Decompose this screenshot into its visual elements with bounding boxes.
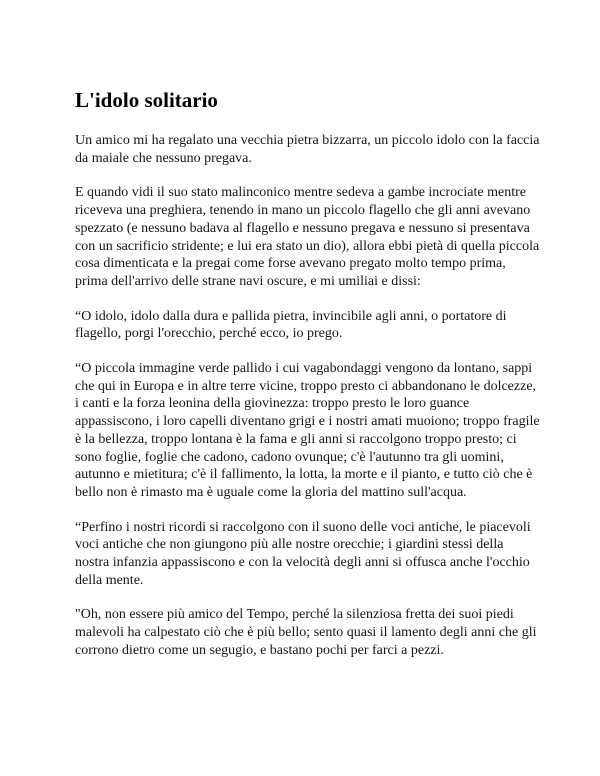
document-page: [75, 86, 540, 677]
paragraph-4: “O piccola immagine verde pallido i cui vagabondaggi vengono da lontano, sappi che qui in Europa e in altre terre vicine, troppo presto ci abbandonano le dolcezze, i canti e la forza leonina della giovinezza: troppo presto le loro guance appassiscono, i loro capelli diventano grigi e i nostri amati muoiono; troppo fragile è la bellezza, troppo lontana è la fama e gli anni si raccolgono troppo presto; ci sono foglie, foglie che cadono, cadono ovunque; c'è l'autunno tra gli uomini, autunno e mietitura; c'è il fallimento, la lotta, la morte e il pianto, e tutto ciò che è bello non è rimasto ma è uguale come la gloria del mattino sull'acqua.: [75, 361, 540, 500]
document-title: L'idolo solitario: [75, 88, 218, 112]
paragraph-3: “O idolo, idolo dalla dura e pallida pietra, invincibile agli anni, o portatore di flagello, porgi l'orecchio, perché ecco, io prego.: [75, 308, 507, 342]
paragraph-1: Un amico mi ha regalato una vecchia pietra bizzarra, un piccolo idolo con la faccia da maiale che nessuno pregava.: [75, 133, 540, 166]
paragraph-6: "Oh, non essere più amico del Tempo, perché la silenziosa fretta dei suoi piedi malevoli ha calpestato ciò che è più bello; sento quasi il lamento degli anni che gli corrono dietro come un segugio, e bastano pochi per farci a pezzi.: [75, 607, 537, 658]
paragraph-2: E quando vidi il suo stato malinconico mentre sedeva a gambe incrociate mentre riceveva una preghiera, tenendo in mano un piccolo flagello che gli anni avevano spezzato (e nessuno badava al flagello e nessuno pregava e nessuno si presentava con un sacrificio stridente; e lui era stato un dio), allora ebbi pietà di quella piccola cosa dimenticata e la pregai come forse avevano pregato molto tempo prima, prima dell'arrivo delle strane navi oscure, e mi umiliai e dissi:: [75, 185, 540, 289]
paragraph-5: “Perfino i nostri ricordi si raccolgono con il suono delle voci antiche, le piacevoli voci antiche che non giungono più alle nostre orecchie; i giardini stessi della nostra infanzia appassiscono e con la velocità degli anni si offusca anche l'occhio della mente.: [75, 519, 531, 588]
